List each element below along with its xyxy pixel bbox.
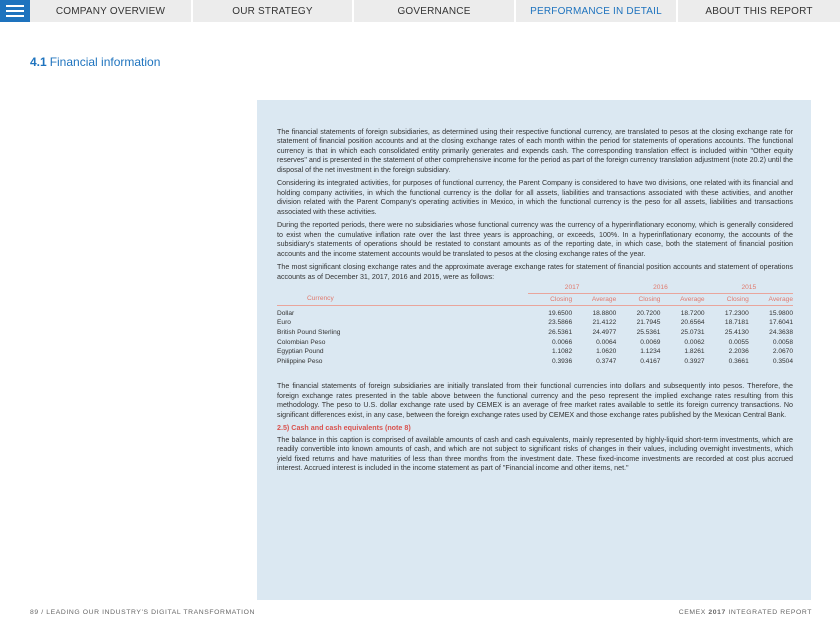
currency-name: Colombian Peso: [277, 338, 326, 346]
year-2015-header: 2015: [705, 283, 793, 293]
currency-column-header: Currency: [277, 293, 528, 305]
rate-value: 1.0620: [596, 348, 617, 356]
closing-column-header: Closing: [705, 293, 749, 305]
tab-company-overview[interactable]: COMPANY OVERVIEW: [30, 0, 193, 22]
paragraph: The most significant closing exchange rates and the approximate average exchange rates for statement of financial position accounts and statement of operations accounts as of December 31, 2017, 2016 and 2015, were as follows:: [277, 263, 793, 281]
rate-value: 21.7945: [636, 319, 661, 327]
rate-value: 17.2300: [724, 309, 749, 317]
average-column-header: Average: [660, 293, 704, 305]
section-number: 4.1: [30, 55, 47, 69]
rate-value: 17.6041: [769, 319, 793, 327]
rate-value: 19.6500: [548, 309, 573, 317]
footer-page-label: 89 / LEADING OUR INDUSTRY'S DIGITAL TRANSFORMATION: [30, 609, 256, 616]
tab-about-this-report[interactable]: ABOUT THIS REPORT: [678, 0, 840, 22]
body-text: [277, 128, 793, 478]
paragraph: Considering its integrated activities, for purposes of functional currency, the Parent Company is considered to have two divisions, one related with its financial and holding company activities, in which the functional currency is the dollar for all assets, liabilities and transactions associated with these activities, and another division related with the Parent Company's operating activities in Mexico, in which the functional currency is the peso for all assets, liabilities and transactions associated with these activities.: [277, 179, 793, 216]
footer-report-title: [679, 609, 812, 616]
average-column-header: Average: [572, 293, 616, 305]
rate-value: 0.0062: [684, 338, 705, 346]
currency-name: Dollar: [277, 309, 295, 317]
rate-value: 1.1234: [640, 348, 661, 356]
rate-value: 18.8800: [592, 309, 617, 317]
table-row: [277, 338, 793, 348]
rate-value: 0.0069: [640, 338, 661, 346]
rate-value: 0.3936: [551, 357, 573, 365]
rate-value: 0.0064: [596, 338, 617, 346]
table-row: [277, 347, 793, 357]
currency-name: Philippine Peso: [277, 357, 323, 365]
table-year-row: [277, 283, 793, 293]
currency-name: British Pound Sterling: [277, 329, 341, 337]
rate-value: 0.3661: [728, 357, 749, 365]
table-row: [277, 357, 793, 367]
rate-value: 0.3504: [772, 357, 793, 365]
rate-value: 26.5361: [548, 329, 573, 337]
rate-value: 21.4122: [592, 319, 617, 327]
rate-value: 0.4167: [640, 357, 661, 365]
average-column-header: Average: [749, 293, 793, 305]
rate-value: 0.0055: [728, 338, 749, 346]
subheading: 2.5) Cash and cash equivalents (note 8): [277, 424, 411, 433]
table-header-row: [277, 293, 793, 305]
paragraph: The balance in this caption is comprised of available amounts of cash and cash equivalents, mainly represented by highly-liquid short-term investments, which are readily convertible into known amounts of cash, and which are not subject to significant risks of changes in their values, including overnight investments, which yield fixed returns and have maturities of less than three months from the investment date. These fixed-income investments are recorded at cost plus accrued interest. Accrued interest is included in the income statement as part of "Financial income and other items, net.": [277, 435, 793, 473]
currency-name: Euro: [277, 319, 291, 327]
section-title: [30, 55, 160, 69]
hamburger-menu-icon[interactable]: [0, 0, 30, 22]
paragraph: During the reported periods, there were no subsidiaries whose functional currency was the currency of a hyperinflationary economy, which is generally considered to exist when the cumulative inflation rate over the last three years is approaching, or exceeds, 100%. In a hyperinflationary economy, the accounts of the subsidiary's statements of operations should be restated to constant amounts as of the reporting date, in which case, both the statement of financial position accounts and the income statement accounts would be translated to pesos at the closing exchange rates of the year.: [277, 221, 793, 258]
closing-column-header: Closing: [616, 293, 660, 305]
section-title-text: Financial information: [49, 55, 161, 69]
rate-value: 1.1082: [551, 348, 573, 356]
rate-value: 24.4977: [592, 329, 617, 337]
exchange-rates-table: [277, 283, 793, 366]
rate-value: 23.5866: [548, 319, 573, 327]
paragraph: The financial statements of foreign subsidiaries are initially translated from their functional currencies into dollars and subsequently into pesos. Therefore, the foreign exchange rates presented in the table above between the functional currency and the peso represent the implied exchange rates resulting from this methodology. The peso to U.S. dollar exchange rate used by CEMEX is an average of free market rates available to settle its foreign currency transactions. No significant differences exist, in any case, between the foreign exchange rates used by CEMEX and those exchange rates published by the Mexican Central Bank.: [277, 382, 793, 419]
year-2017-header: 2017: [528, 283, 616, 293]
rate-value: 1.8261: [684, 348, 705, 356]
footer-report-name: INTEGRATED REPORT: [728, 609, 812, 616]
rate-value: 15.9800: [769, 309, 793, 317]
currency-name: Egyptian Pound: [277, 348, 324, 356]
paragraph: The financial statements of foreign subsidiaries, as determined using their respective functional currency, are translated to pesos at the closing exchange rate for statement of financial position accounts and at the closing exchange rates of each month within the period for statements of operations accounts. The functional currency is that in which each consolidated entity primarily generates and expends cash. The corresponding translation effect is included within "Other equity reserves" and is presented in the statement of other comprehensive income for the period as part of the foreign currency translation adjustment (note 20.2) until the disposal of the net investment in the foreign subsidiary.: [277, 128, 793, 174]
tab-our-strategy[interactable]: OUR STRATEGY: [193, 0, 354, 22]
table-row: [277, 305, 793, 318]
top-navigation: [0, 0, 840, 22]
rate-value: 20.7200: [636, 309, 661, 317]
tab-performance-in-detail[interactable]: PERFORMANCE IN DETAIL: [516, 0, 678, 22]
table-row: [277, 328, 793, 338]
rate-value: 0.3747: [596, 357, 617, 365]
rate-value: 25.5361: [636, 329, 661, 337]
rate-value: 25.0731: [680, 329, 705, 337]
table-row: [277, 318, 793, 328]
rate-value: 24.3638: [769, 329, 793, 337]
closing-column-header: Closing: [528, 293, 572, 305]
rate-value: 2.2036: [728, 348, 749, 356]
rate-value: 18.7181: [724, 319, 749, 327]
footer-year: 2017: [708, 609, 726, 616]
tab-governance[interactable]: GOVERNANCE: [354, 0, 516, 22]
footer-brand: CEMEX: [678, 609, 706, 616]
rate-value: 18.7200: [680, 309, 705, 317]
rate-value: 20.6564: [680, 319, 705, 327]
rate-value: 0.3927: [684, 357, 705, 365]
year-2016-header: 2016: [616, 283, 704, 293]
rate-value: 2.0670: [772, 348, 793, 356]
rate-value: 0.0066: [551, 338, 573, 346]
rate-value: 25.4130: [724, 329, 749, 337]
rate-value: 0.0058: [772, 338, 793, 346]
